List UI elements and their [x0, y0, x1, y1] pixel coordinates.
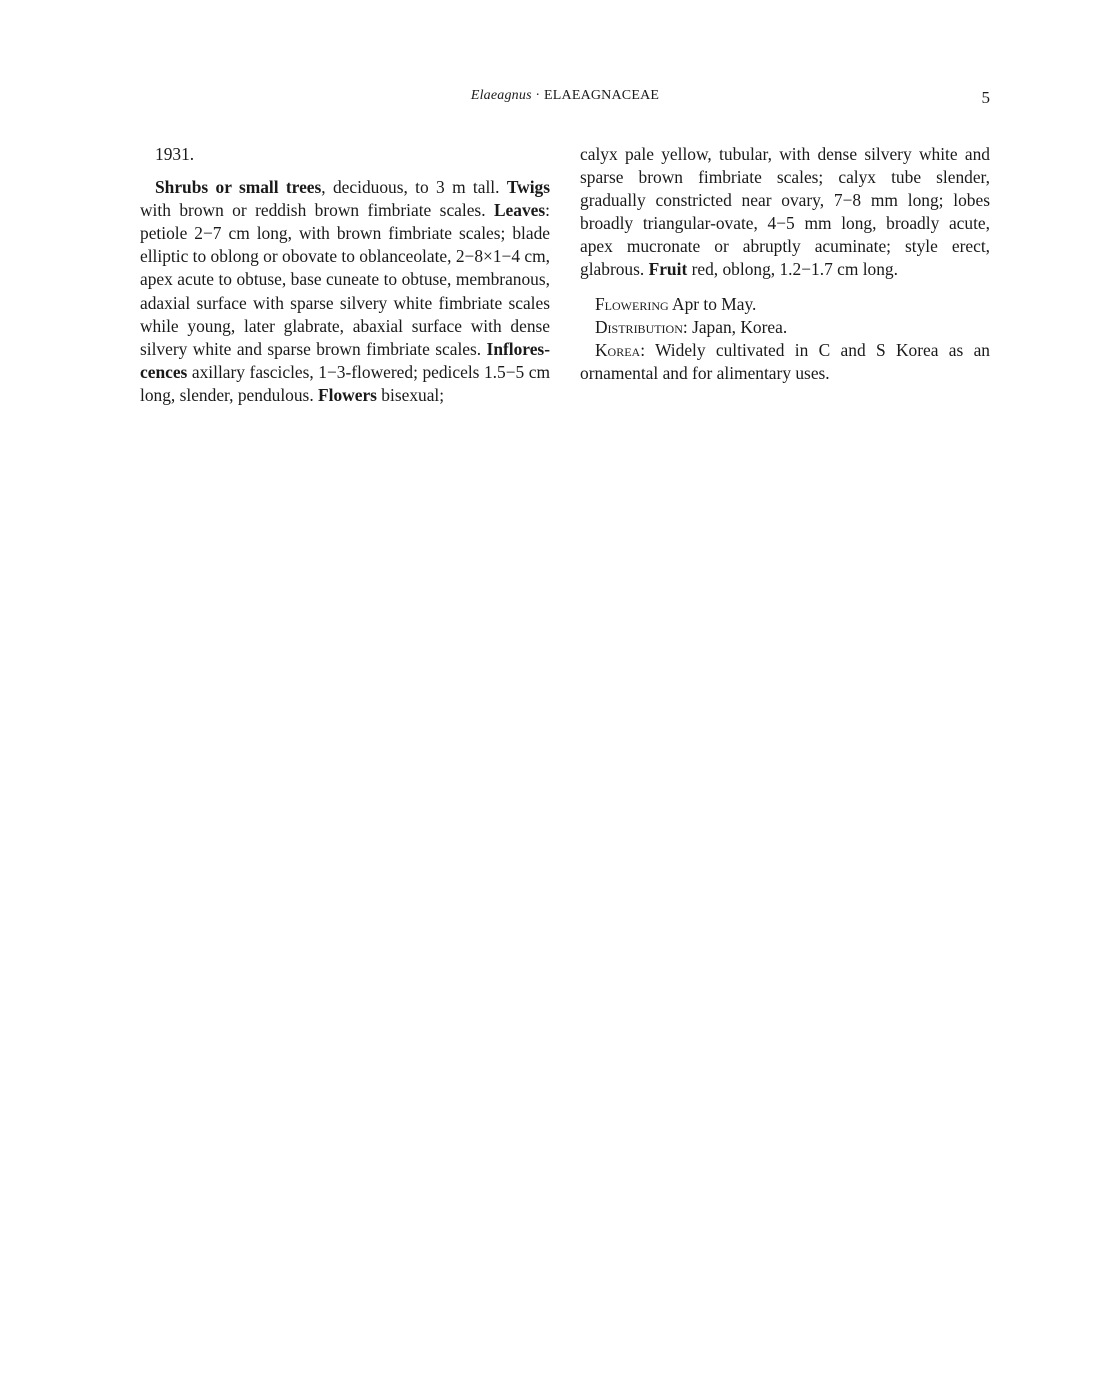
text-inflorescences: axillary fascicles, 1−3-flowered; pedicels 1.5−5 cm long, slender, pendulous.	[140, 361, 550, 405]
running-head-separator: ·	[531, 88, 544, 103]
year-line: 1931.	[155, 144, 195, 164]
running-head-family: ELAEAGNACEAE	[544, 88, 660, 103]
description-continued	[580, 143, 990, 282]
term-fruit: Fruit	[648, 259, 688, 280]
text-calyx: calyx pale yellow, tubular, with dense silvery white and sparse brown fimbriate scales; calyx tube slender, gradually constricted near ovary, 7−8 mm long; lobes broadly triangular-ovate, 4−5 mm long, broadly acute, apex mucronate or abruptly acuminate; style erect, glabrous.	[580, 144, 990, 280]
running-head-genus: Elaeagnus	[470, 88, 532, 103]
korea-label: Korea	[595, 339, 641, 360]
species-description	[140, 176, 550, 407]
flowering-value: Apr to May.	[668, 293, 757, 314]
term-habit: Shrubs or small trees	[155, 177, 322, 198]
korea-value: : Widely cultivated in C and S Korea as an ornamental and for alimentary uses.	[580, 339, 990, 383]
term-inflorescences: Inflorescences	[140, 338, 550, 382]
korea-line	[580, 339, 990, 385]
distribution-line	[580, 316, 990, 339]
page-number: 5	[981, 88, 990, 107]
text-flowers: bisexual;	[376, 384, 445, 405]
right-column	[580, 143, 990, 385]
distribution-value: : Japan, Korea.	[682, 316, 788, 337]
term-leaves: Leaves	[493, 200, 546, 221]
term-twigs: Twigs	[506, 177, 550, 198]
distribution-label: Distribution	[595, 316, 683, 337]
text-fruit: red, oblong, 1.2−1.7 cm long.	[687, 259, 898, 280]
text-habit: , deciduous, to 3 m tall.	[321, 177, 507, 198]
running-head	[0, 88, 1100, 104]
text-leaves: : petiole 2−7 cm long, with brown fimbriate scales; blade elliptic to oblong or obovate to oblanceolate, 2−8×1−4 cm, apex acute to obtuse, base cuneate to obtuse, membranous, adaxial surface with sparse silvery white fimbriate scales while young, later glabrate, abaxial surface with dense silvery white and sparse brown fimbriate scales.	[140, 200, 550, 359]
text-twigs: with brown or reddish brown fimbriate scales.	[140, 200, 494, 221]
term-flowers: Flowers	[318, 384, 377, 405]
flowering-line	[580, 293, 990, 316]
flowering-label: Flowering	[595, 293, 669, 314]
left-column	[140, 143, 550, 407]
